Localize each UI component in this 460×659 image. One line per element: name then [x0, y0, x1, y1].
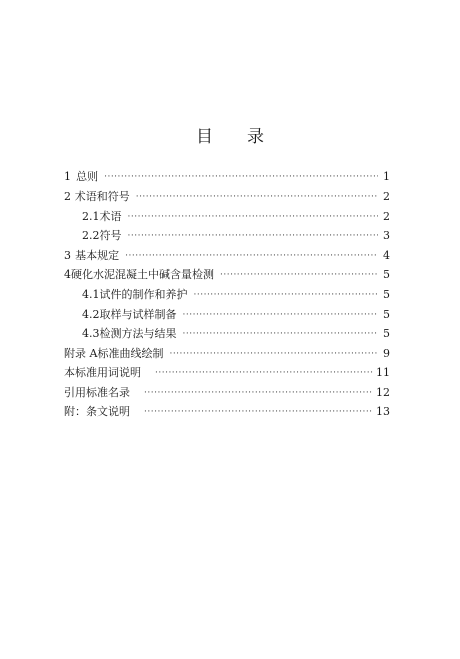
toc-entry-number: 4.2 — [82, 308, 100, 321]
toc-entry-number: 1 — [64, 170, 71, 183]
toc-leader-dots — [128, 210, 379, 224]
toc-entry-label: 术语 — [99, 210, 122, 223]
toc-entry-label: 总则 — [76, 170, 99, 183]
toc-entry-number: 2.1 — [82, 210, 100, 223]
toc-leader-dots — [194, 288, 379, 302]
toc-leader-dots — [144, 405, 373, 419]
toc-entry-wording-explanation[interactable] — [64, 362, 390, 380]
toc-entry-3[interactable] — [64, 245, 390, 263]
toc-entry-label: 引用标准名录 — [64, 386, 130, 399]
toc-entry-label: 取样与试样制备 — [99, 308, 177, 321]
title-char-2: 录 — [247, 127, 264, 147]
toc-entry-commentary[interactable] — [64, 401, 390, 419]
toc-entry-page: 1 — [383, 170, 390, 183]
toc-entry-page: 11 — [376, 366, 390, 379]
toc-leader-dots — [125, 249, 378, 263]
toc-entry-page: 5 — [383, 268, 390, 281]
toc-entry-referenced-standards[interactable] — [64, 382, 390, 400]
toc-entry-appendix-a[interactable] — [64, 343, 390, 361]
toc-entry-label: 硬化水泥混凝土中碱含量检测 — [71, 268, 214, 281]
toc-entry-page: 5 — [383, 308, 390, 321]
toc-entry-label: 附：条文说明 — [64, 405, 130, 418]
toc-leader-dots — [144, 386, 373, 400]
toc-entry-number: 4.3 — [82, 327, 100, 340]
toc-entry-number: 附录 A — [64, 347, 98, 360]
toc-leader-dots — [183, 308, 379, 322]
title-char-1: 目 — [196, 127, 213, 147]
toc-entry-page: 5 — [383, 327, 390, 340]
toc-entry-label: 标准曲线绘制 — [97, 347, 164, 360]
toc-leader-dots — [183, 327, 379, 341]
page-title — [0, 122, 460, 147]
toc-entry-2[interactable] — [64, 186, 390, 204]
toc-entry-number: 4.1 — [82, 288, 100, 301]
toc-entry-label: 术语和符号 — [74, 190, 130, 203]
toc-leader-dots — [155, 366, 373, 380]
toc-entry-2-2[interactable] — [82, 225, 390, 243]
toc-entry-page: 2 — [383, 210, 390, 223]
toc-entry-4-1[interactable] — [82, 284, 390, 302]
toc-entry-page: 5 — [383, 288, 390, 301]
toc-entry-4[interactable] — [64, 264, 390, 282]
toc-entry-label: 本标准用词说明 — [64, 366, 141, 379]
toc-entry-page: 12 — [376, 386, 390, 399]
toc-entry-4-3[interactable] — [82, 323, 390, 341]
toc-entry-page: 4 — [383, 249, 390, 262]
toc-entry-number: 2 — [64, 190, 71, 203]
toc-entry-label: 符号 — [99, 229, 122, 242]
toc-entry-number: 3 — [64, 249, 71, 262]
toc-entry-page: 2 — [383, 190, 390, 203]
toc-entry-page: 9 — [383, 347, 390, 360]
toc-entry-label: 基本规定 — [75, 249, 120, 262]
toc-entry-number: 4 — [64, 268, 71, 281]
toc-entry-label: 试件的制作和养护 — [99, 288, 188, 301]
toc-entry-4-2[interactable] — [82, 304, 390, 322]
toc-leader-dots — [169, 347, 378, 361]
toc-entry-label: 检测方法与结果 — [99, 327, 177, 340]
toc-entry-number: 2.2 — [82, 229, 100, 242]
toc-leader-dots — [128, 229, 379, 243]
toc-leader-dots — [104, 170, 378, 184]
toc-entry-2-1[interactable] — [82, 206, 390, 224]
toc-leader-dots — [220, 268, 378, 282]
toc-entry-1[interactable] — [64, 166, 390, 184]
toc-entry-page: 13 — [376, 405, 390, 418]
toc-leader-dots — [136, 190, 378, 204]
toc-entry-page: 3 — [383, 229, 390, 242]
